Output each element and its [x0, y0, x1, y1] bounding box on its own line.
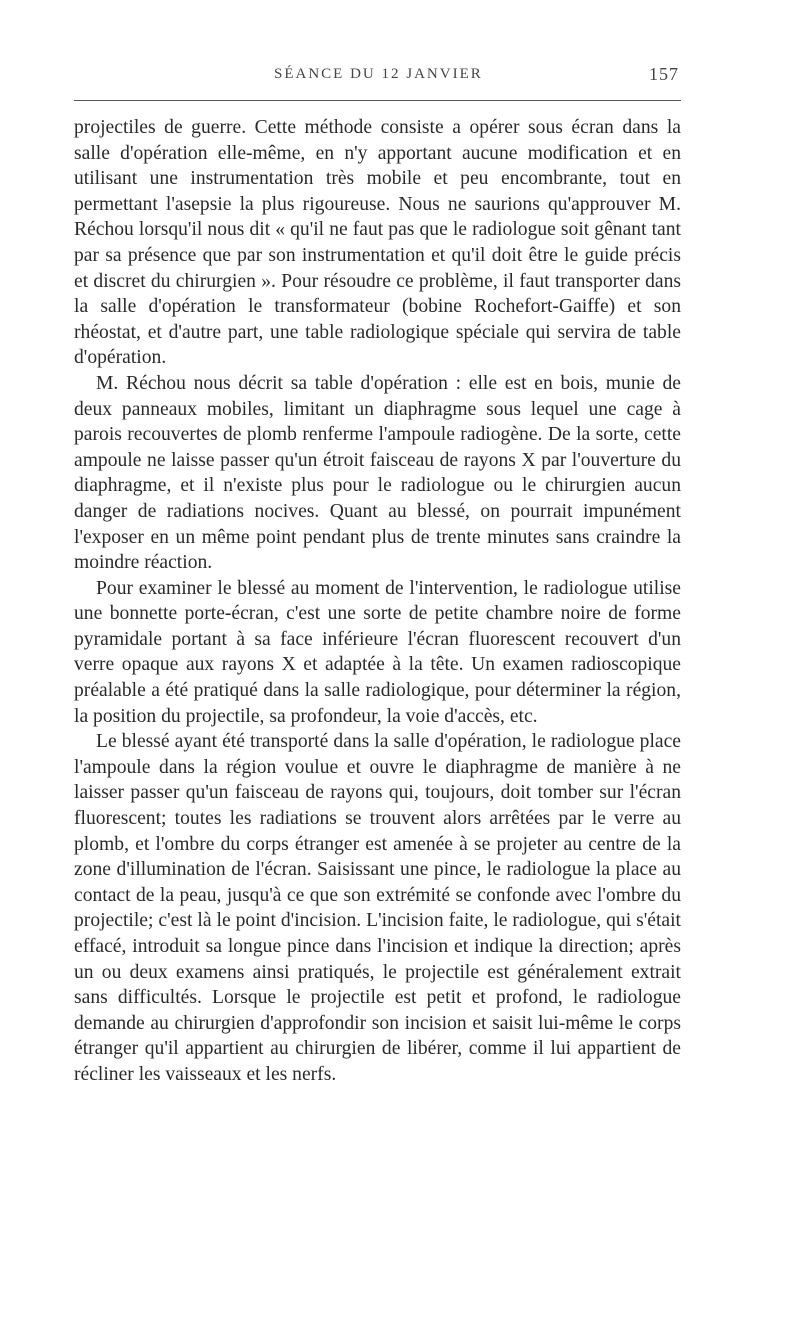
page-number: 157: [649, 64, 679, 84]
running-head: [74, 60, 681, 88]
paragraph-procedure: Le blessé ayant été transporté dans la salle d'opération, le radiologue place l'ampoule dans la région voulue et ouvre le diaphragme de manière à ne laisser passer qu'un faisceau de rayons qui, toujours, doit tomber sur l'écran fluorescent; toutes les radiations se trouvent alors arrêtées par le verre au plomb, et l'ombre du corps étranger est amenée à se projeter au centre de la zone d'illumination de l'écran. Saisissant une pince, le radiologue la place au contact de la peau, jusqu'à ce que son extrémité se confonde avec l'ombre du projectile; c'est là le point d'incision. L'incision faite, le radiologue, qui s'était effacé, introduit sa longue pince dans l'incision et indique la direction; après un ou deux examens ainsi pratiqués, le projectile est généralement extrait sans difficultés. Lorsque le projectile est petit et profond, le radiologue demande au chirurgien d'approfondir son incision et saisit lui-même le corps étranger qu'il appartient au chirurgien de libérer, comme il lui appartient de récliner les vaisseaux et les nerfs.: [74, 731, 681, 1085]
text-body: [74, 115, 681, 1088]
paragraph-table-description: M. Réchou nous décrit sa table d'opération : elle est en bois, munie de deux panneaux mobiles, limitant un diaphragme sous lequel une cage à parois recouvertes de plomb renferme l'ampoule radiogène. De la sorte, cette ampoule ne laisse passer qu'un étroit faisceau de rayons X par l'ouverture du diaphragme, et il n'existe plus pour le radiologue ou le chirurgien aucun danger de radiations nocives. Quant au blessé, on pourrait impunément l'exposer en un même point pendant plus de trente minutes sans craindre la moindre réaction.: [74, 372, 681, 574]
running-title: SÉANCE DU 12 JANVIER: [274, 66, 483, 82]
paragraph-screen-holder: Pour examiner le blessé au moment de l'intervention, le radiologue utilise une bonnette porte-écran, c'est une sorte de petite chambre noire de forme pyramidale portant à sa face inférieure l'écran fluorescent recouvert d'un verre opaque aux rayons X et adaptée à la tête. Un examen radioscopique préalable a été pratiqué dans la salle radiologique, pour déterminer la région, la position du projectile, sa profondeur, la voie d'accès, etc.: [74, 577, 681, 727]
header-rule: [74, 100, 681, 101]
document-page: [74, 60, 681, 1088]
paragraph-continuation: projectiles de guerre. Cette méthode consiste a opérer sous écran dans la salle d'opération elle-même, en n'y apportant aucune modification et en utilisant une instrumentation très mobile et peu encombrante, tout en permettant l'asepsie la plus rigoureuse. Nous ne saurions qu'approuver M. Réchou lorsqu'il nous dit « qu'il ne faut pas que le radiologue soit gênant tant par sa présence que par son instrumentation et qu'il doit être le guide précis et discret du chirurgien ». Pour résoudre ce problème, il faut transporter dans la salle d'opération le transformateur (bobine Rochefort-Gaiffe) et son rhéostat, et d'autre part, une table radiologique spéciale qui servira de table d'opération.: [74, 117, 681, 369]
